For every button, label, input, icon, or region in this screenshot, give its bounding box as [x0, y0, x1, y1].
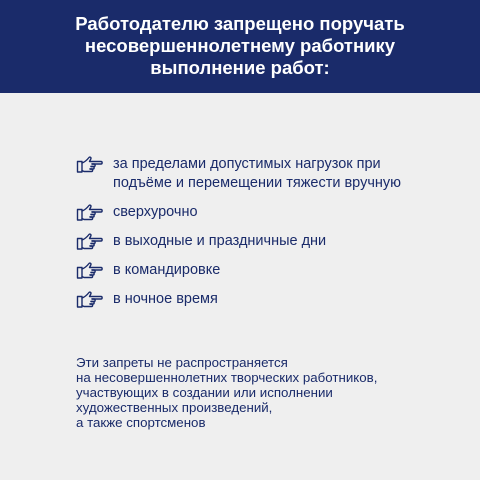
list-item-text: в ночное время — [113, 291, 218, 307]
prohibition-list — [76, 155, 416, 319]
header-banner — [0, 0, 480, 93]
list-item — [76, 232, 416, 251]
list-item — [76, 155, 416, 193]
list-item-text: в выходные и праздничные дни — [113, 233, 327, 249]
list-item — [76, 261, 416, 280]
pointing-hand-icon — [76, 232, 104, 252]
list-item-text: за пределами допустимых нагрузок при подъёме и перемещении тяжести вручную — [113, 156, 402, 191]
footnote: Эти запреты не распространяется на несовершеннолетних творческих работников, участвующих в создании или исполнении художественных произведений, а также спортсменов — [76, 355, 378, 430]
pointing-hand-icon — [76, 290, 104, 310]
pointing-hand-icon — [76, 261, 104, 281]
list-item-text: сверхурочно — [113, 204, 198, 220]
list-item-text: в командировке — [113, 262, 221, 278]
list-item — [76, 203, 416, 222]
pointing-hand-icon — [76, 203, 104, 223]
list-item — [76, 290, 416, 309]
pointing-hand-icon — [76, 155, 104, 175]
page-title: Работодателю запрещено поручать несовершеннолетнему работнику выполнение работ: — [75, 12, 405, 78]
